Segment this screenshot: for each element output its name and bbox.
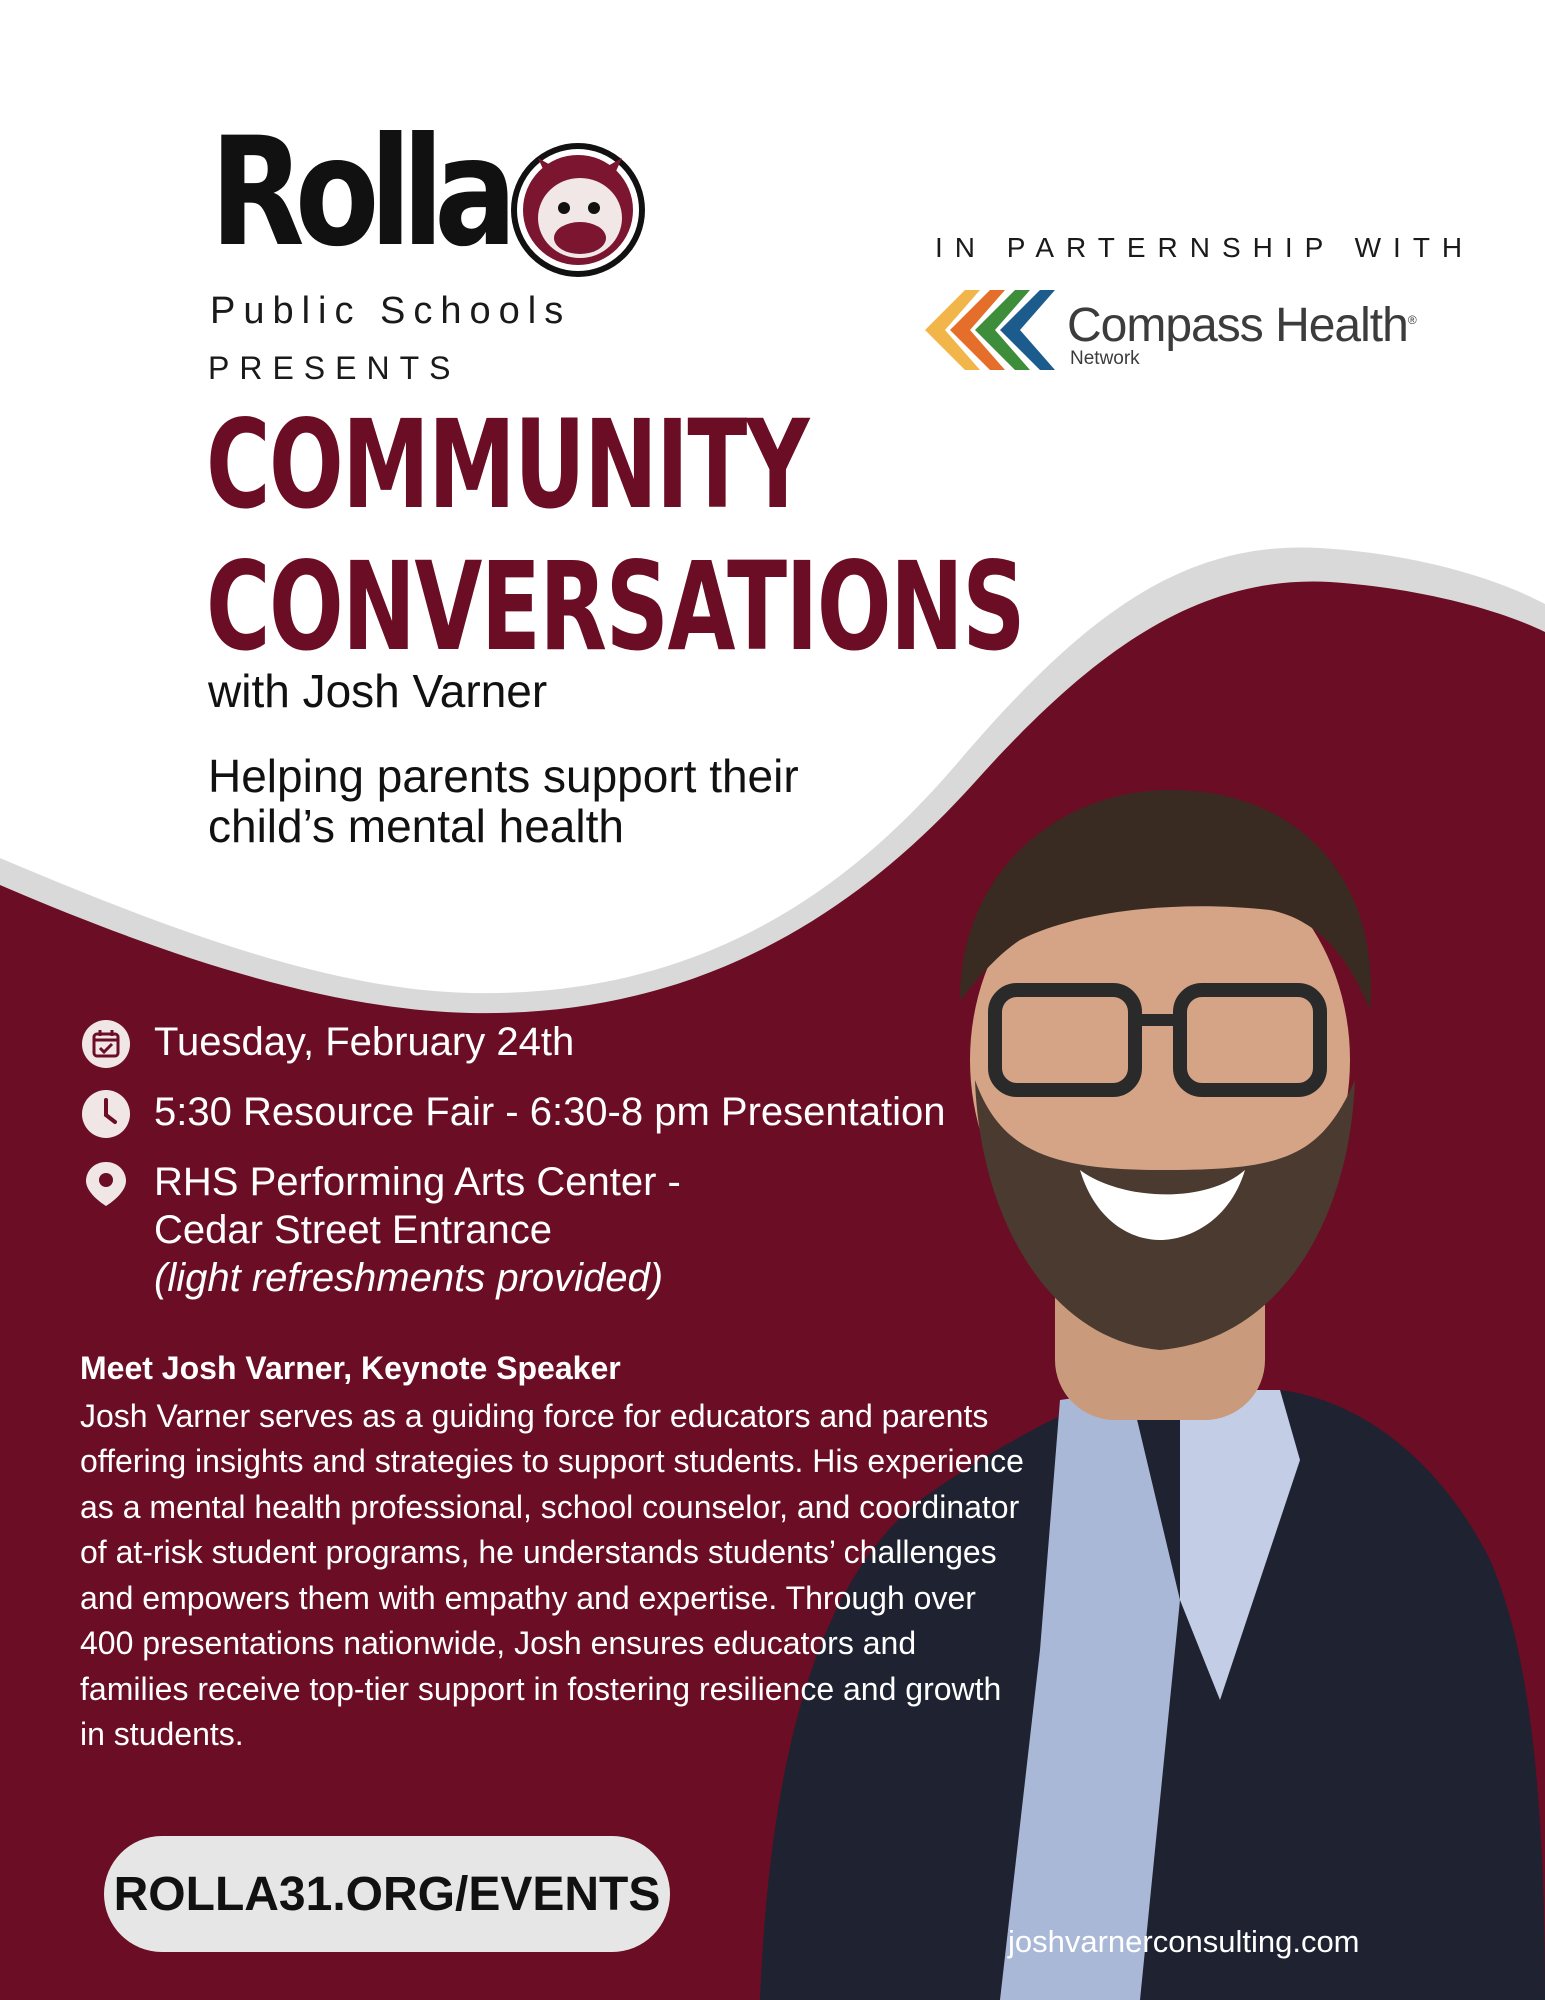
rolla-logo-subtitle: Public Schools — [210, 290, 572, 332]
events-url-link[interactable]: ROLLA31.ORG/EVENTS — [104, 1836, 670, 1952]
compass-health-logo-icon — [925, 290, 1065, 370]
speaker-heading: Meet Josh Varner, Keynote Speaker — [80, 1350, 621, 1386]
event-title-line2: CONVERSATIONS — [206, 536, 1025, 678]
location-pin-icon — [82, 1160, 130, 1208]
calendar-icon — [82, 1020, 130, 1068]
event-tagline: Helping parents support their child’s mental health — [208, 750, 799, 852]
clock-icon — [82, 1090, 130, 1138]
registered-mark: ® — [1407, 313, 1416, 327]
bulldog-mascot-icon — [508, 140, 648, 280]
event-speaker-line: with Josh Varner — [208, 665, 548, 717]
presents-label: PRESENTS — [208, 350, 461, 386]
event-time: 5:30 Resource Fair - 6:30-8 pm Presentation — [154, 1090, 946, 1134]
partner-subtitle: Network — [1070, 348, 1140, 369]
event-location — [154, 1158, 681, 1302]
location-line2: Cedar Street Entrance — [154, 1208, 552, 1252]
rolla-logo-wordmark: Rolla — [210, 106, 508, 280]
location-line1: RHS Performing Arts Center - — [154, 1160, 681, 1204]
event-date: Tuesday, February 24th — [154, 1020, 575, 1064]
speaker-bio: Josh Varner serves as a guiding force for educators and parents offering insights and strategies to support students. His experience as a mental health professional, school counselor, and coordinator of at-risk student programs, he understands students’ challenges and empowers them with empathy and expertise. Through over 400 presentations nationwide, Josh ensures educators and families receive top-tier support in fostering resilience and growth in students. — [80, 1398, 1024, 1753]
partnership-label: IN PARTERNSHIP WITH — [935, 232, 1475, 263]
event-title-line1: COMMUNITY — [206, 394, 809, 536]
location-note: (light refreshments provided) — [154, 1256, 664, 1300]
speaker-photo — [660, 700, 1545, 2000]
speaker-website-link[interactable]: joshvarnerconsulting.com — [1008, 1924, 1360, 1959]
partner-name: Compass Health® — [1067, 299, 1416, 352]
